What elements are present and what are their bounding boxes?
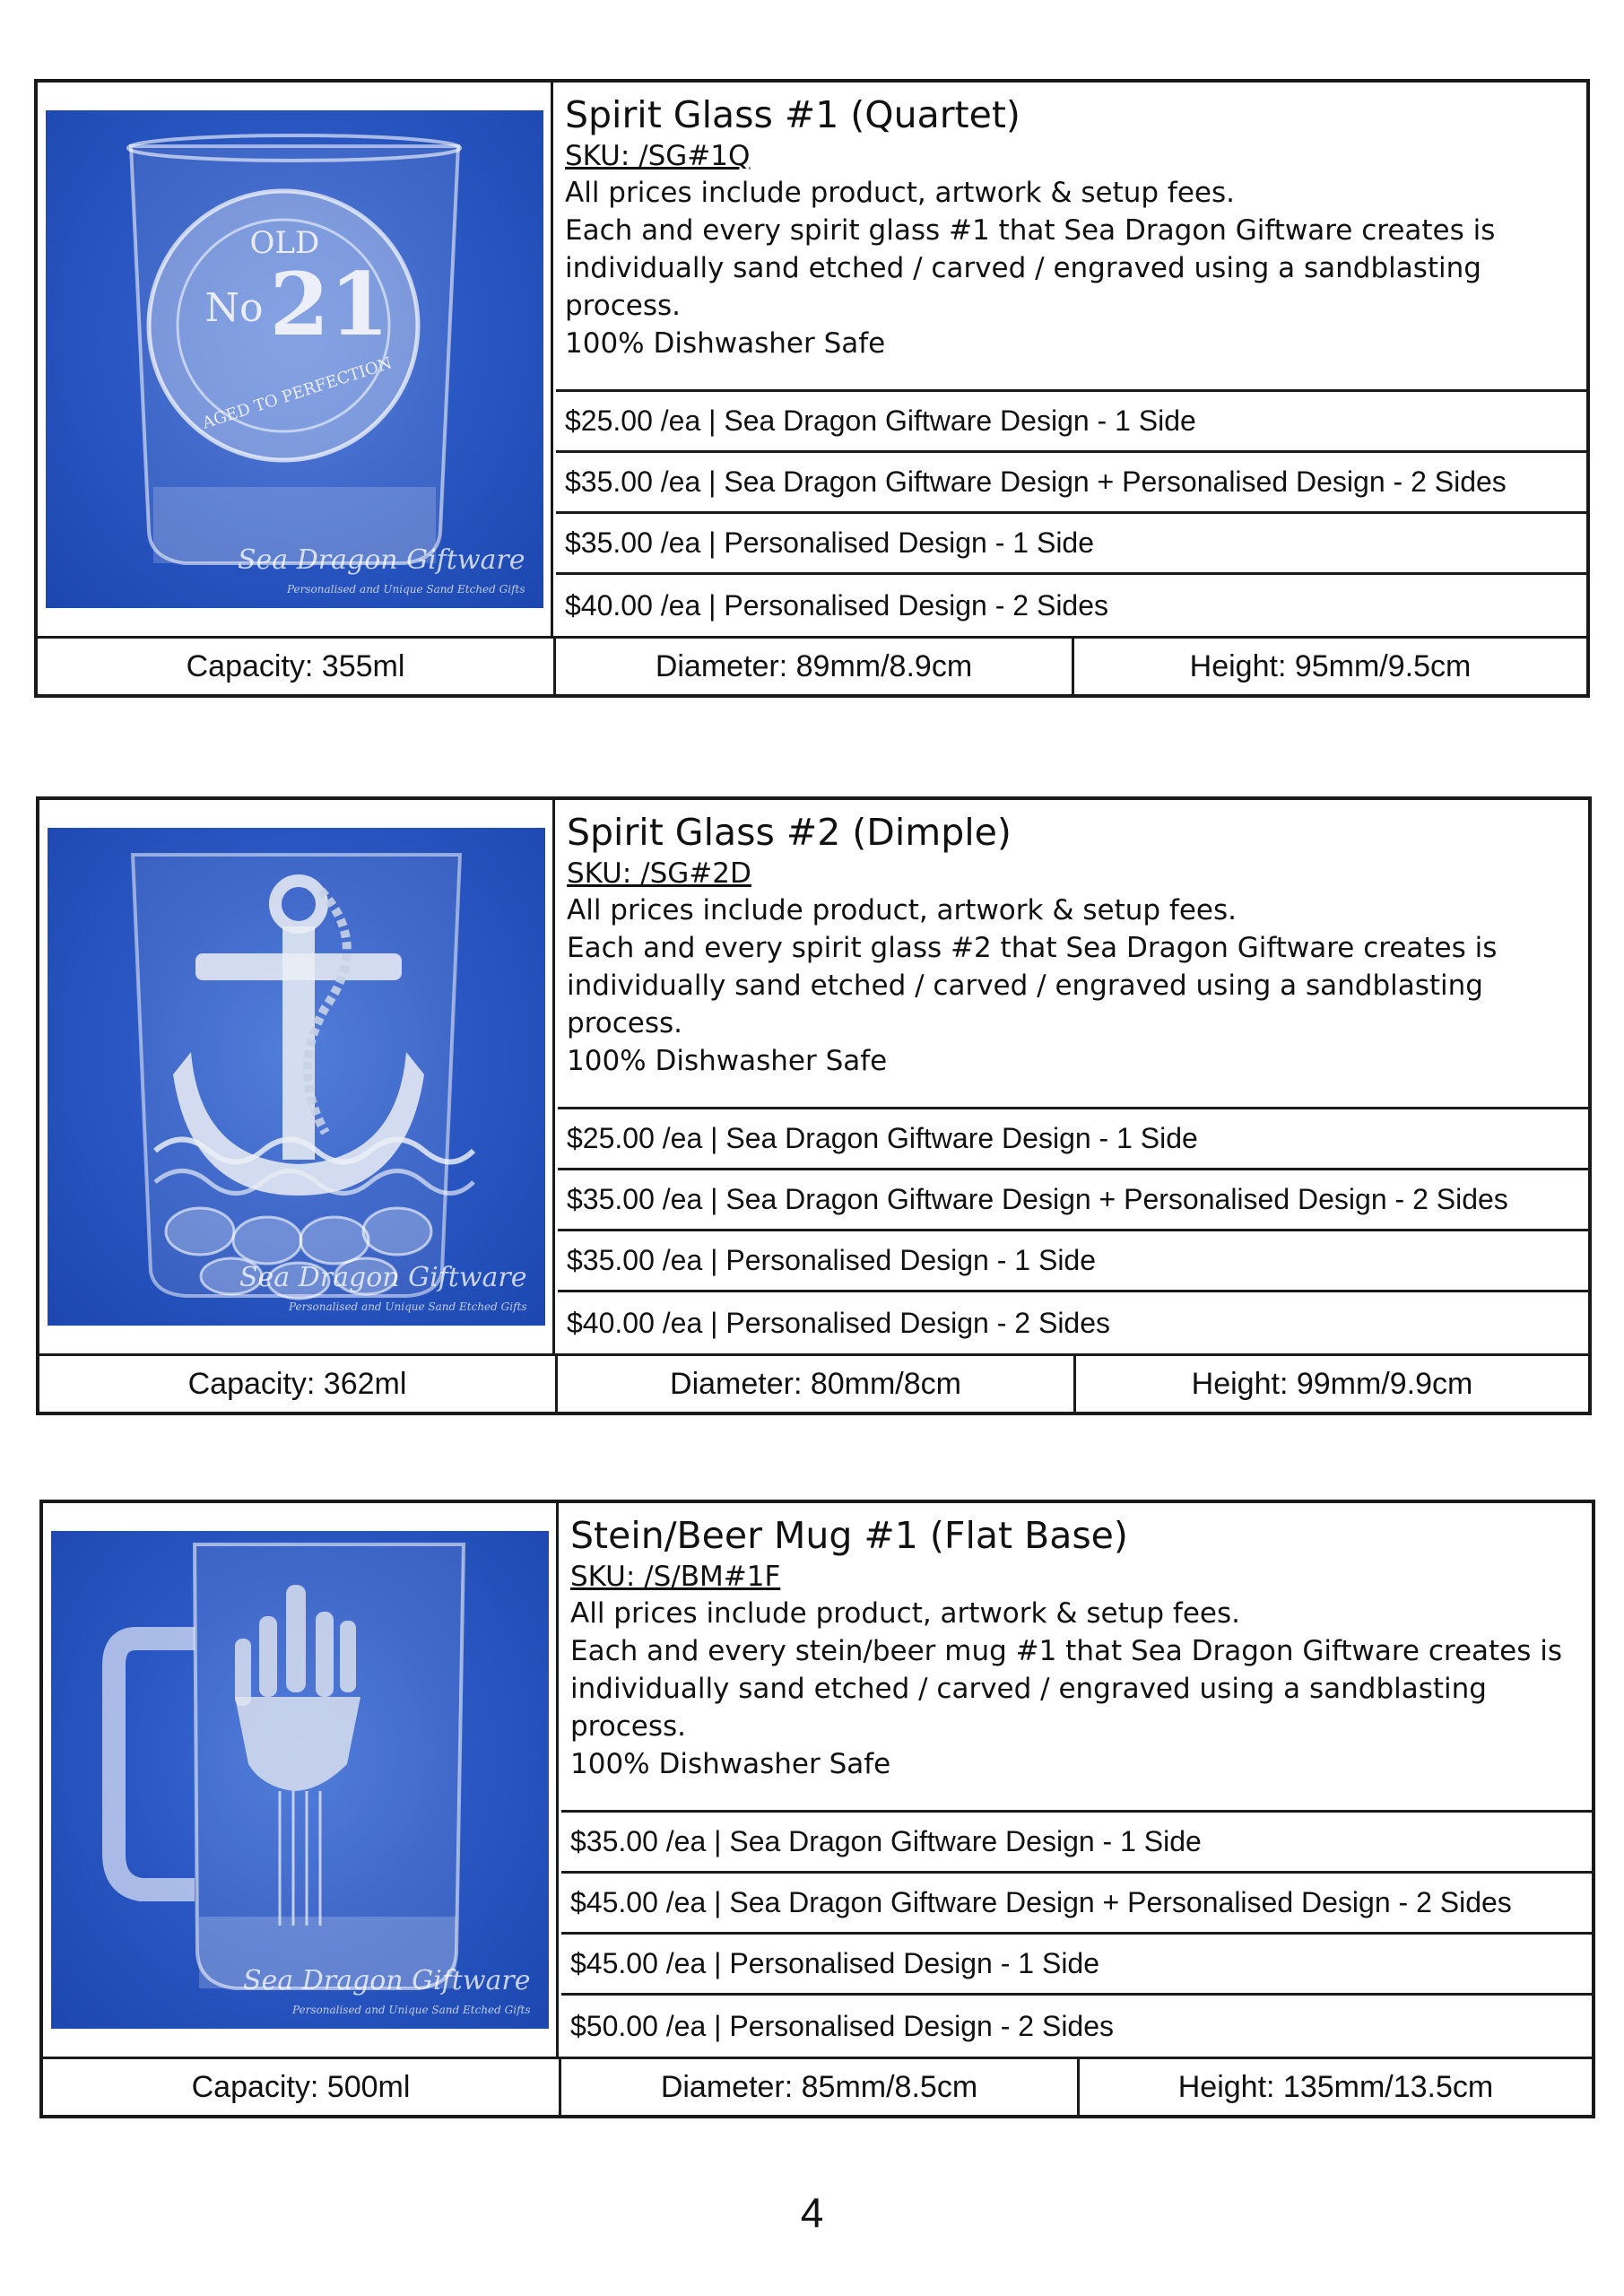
watermark-tagline: Personalised and Unique Sand Etched Gifts <box>286 583 525 596</box>
dimensions-row <box>38 636 1586 694</box>
price-list <box>556 392 1586 636</box>
product-card-spirit-glass-1 <box>34 79 1590 698</box>
price-row: $35.00 /ea | Personalised Design - 1 Side <box>558 1231 1588 1292</box>
height-cell: Height: 135mm/13.5cm <box>1177 2069 1494 2104</box>
product-title: Spirit Glass #1 (Quartet) <box>565 93 1020 136</box>
watermark-tagline: Personalised and Unique Sand Etched Gifts <box>291 2004 531 2016</box>
product-title: Spirit Glass #2 (Dimple) <box>567 811 1012 854</box>
price-row: $35.00 /ea | Personalised Design - 1 Side <box>556 514 1586 575</box>
price-row: $35.00 /ea | Sea Dragon Giftware Design + Personalised Design - 2 Sides <box>558 1170 1588 1231</box>
description-line: All prices include product, artwork & setup fees. <box>567 894 1237 926</box>
watermark-tagline: Personalised and Unique Sand Etched Gifts <box>288 1300 527 1313</box>
dimensions-row <box>43 2057 1592 2115</box>
diameter-cell: Diameter: 80mm/8cm <box>558 1356 1076 1412</box>
etch-text-no: No <box>204 285 264 331</box>
product-photo-beer-mug-1 <box>51 1531 549 2029</box>
price-row: $35.00 /ea | Sea Dragon Giftware Design - 1 Side <box>561 1813 1592 1874</box>
product-info <box>558 800 1588 1109</box>
product-card-spirit-glass-2 <box>36 796 1592 1415</box>
height-cell: Height: 95mm/9.5cm <box>1189 648 1472 683</box>
description-line: All prices include product, artwork & setup fees. <box>565 177 1235 209</box>
product-description <box>567 891 1579 1080</box>
capacity-cell: Capacity: 355ml <box>38 639 556 694</box>
product-photo-cell <box>38 83 553 636</box>
description-line: Each and every spirit glass #2 that Sea Dragon Giftware creates is individually sand etched / carved / engraved using a sandblasting process. <box>567 932 1498 1039</box>
product-title: Stein/Beer Mug #1 (Flat Base) <box>570 1514 1128 1557</box>
watermark-logo: Sea Dragon Giftware <box>239 1262 527 1293</box>
price-row: $35.00 /ea | Sea Dragon Giftware Design + Personalised Design - 2 Sides <box>556 453 1586 514</box>
page-number: 4 <box>800 2189 824 2236</box>
capacity-cell: Capacity: 362ml <box>39 1356 558 1412</box>
height-cell: Height: 99mm/9.9cm <box>1191 1366 1473 1401</box>
price-list <box>561 1813 1592 2057</box>
diameter-cell: Diameter: 89mm/8.9cm <box>556 639 1074 694</box>
glass-anchor-illustration <box>48 828 545 1326</box>
description-line: 100% Dishwasher Safe <box>567 1045 888 1077</box>
dimensions-row <box>39 1353 1588 1412</box>
description-line: 100% Dishwasher Safe <box>565 327 886 360</box>
product-photo-cell <box>39 800 555 1353</box>
product-photo-spirit-glass-1 <box>46 110 543 608</box>
product-sku: SKU: /SG#1Q <box>565 140 751 172</box>
description-line: 100% Dishwasher Safe <box>570 1748 891 1780</box>
etch-text-aged: AGED TO PERFECTION <box>199 353 395 433</box>
product-description <box>570 1595 1583 1783</box>
product-info <box>561 1503 1592 1813</box>
watermark-logo: Sea Dragon Giftware <box>242 1965 531 1996</box>
product-info <box>556 83 1586 392</box>
price-row: $25.00 /ea | Sea Dragon Giftware Design - 1 Side <box>558 1109 1588 1170</box>
product-sku: SKU: /S/BM#1F <box>570 1561 781 1593</box>
product-description <box>565 174 1577 362</box>
price-row: $45.00 /ea | Sea Dragon Giftware Design + Personalised Design - 2 Sides <box>561 1874 1592 1935</box>
price-row: $25.00 /ea | Sea Dragon Giftware Design - 1 Side <box>556 392 1586 453</box>
price-row: $50.00 /ea | Personalised Design - 2 Sides <box>570 2009 1115 2042</box>
product-card-beer-mug-1 <box>39 1500 1595 2118</box>
product-photo-cell <box>43 1503 559 2057</box>
capacity-cell: Capacity: 500ml <box>43 2059 561 2115</box>
product-photo-spirit-glass-2 <box>48 828 545 1326</box>
price-row: $40.00 /ea | Personalised Design - 2 Sides <box>565 588 1109 622</box>
price-row: $45.00 /ea | Personalised Design - 1 Side <box>561 1935 1592 1996</box>
watermark-logo: Sea Dragon Giftware <box>237 544 525 576</box>
etch-text-21: 21 <box>269 254 390 355</box>
glass-illustration <box>46 110 543 608</box>
mug-illustration <box>51 1531 549 2029</box>
price-row: $40.00 /ea | Personalised Design - 2 Sides <box>567 1306 1111 1339</box>
description-line: All prices include product, artwork & setup fees. <box>570 1597 1240 1630</box>
product-sku: SKU: /SG#2D <box>567 857 751 890</box>
description-line: Each and every spirit glass #1 that Sea Dragon Giftware creates is individually sand etched / carved / engraved using a sandblasting process. <box>565 214 1496 322</box>
etch-text-old: OLD <box>249 225 320 261</box>
price-list <box>558 1109 1588 1353</box>
diameter-cell: Diameter: 85mm/8.5cm <box>561 2059 1080 2115</box>
description-line: Each and every stein/beer mug #1 that Sea Dragon Giftware creates is individually sand etched / carved / engraved using a sandblasting process. <box>570 1635 1563 1743</box>
